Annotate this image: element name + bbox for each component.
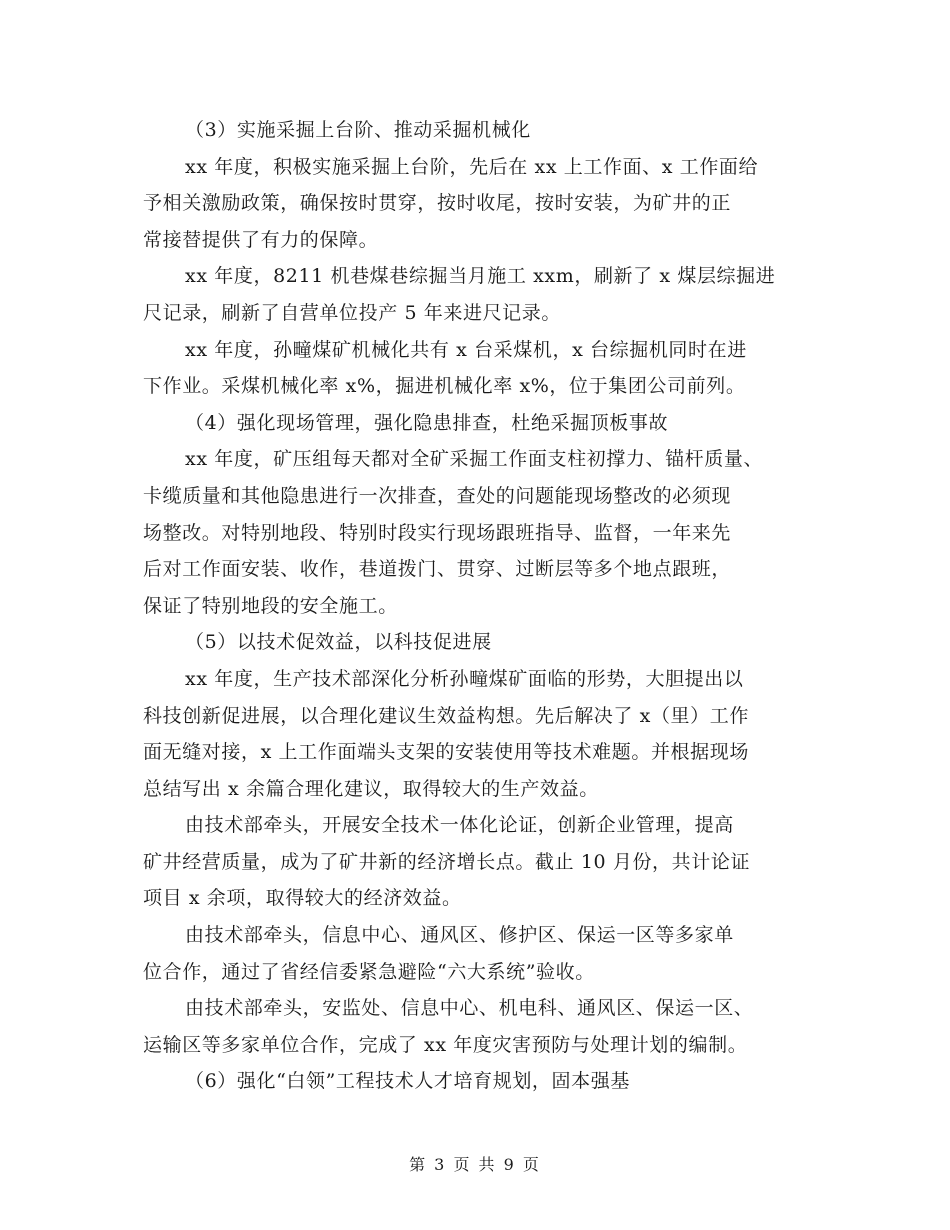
paragraph-line: 尺记录，刷新了自营单位投产 5 年来进尺记录。 <box>143 301 561 324</box>
paragraph-line: 后对工作面安装、收作，巷道拨门、贯穿、过断层等多个地点跟班， <box>143 558 732 581</box>
paragraph-line: 卡缆质量和其他隐患进行一次排查，查处的问题能现场整改的必须现 <box>143 484 732 507</box>
section-heading-5: （5）以技术促效益，以科技促进展 <box>185 631 492 654</box>
paragraph-line: xx 年度，矿压组每天都对全矿采掘工作面支柱初撑力、锚杆质量、 <box>185 448 764 471</box>
paragraph-line: 项目 x 余项，取得较大的经济效益。 <box>143 887 462 910</box>
paragraph-line: 矿井经营质量，成为了矿井新的经济增长点。截止 10 月份，共计论证 <box>143 850 751 873</box>
paragraph-line: xx 年度，生产技术部深化分析孙疃煤矿面临的形势，大胆提出以 <box>185 667 744 690</box>
page-number-footer: 第 3 页 共 9 页 <box>409 1155 541 1174</box>
section-heading-6: （6）强化“白领”工程技术人才培育规划，固本强基 <box>185 1070 630 1093</box>
paragraph-line: 下作业。采煤机械化率 x%，掘进机械化率 x%，位于集团公司前列。 <box>143 375 746 398</box>
paragraph-line: 场整改。对特别地段、特别时段实行现场跟班指导、监督，一年来先 <box>143 521 732 544</box>
paragraph-line: 常接替提供了有力的保障。 <box>143 228 379 251</box>
paragraph-line: 面无缝对接，x 上工作面端头支架的安装使用等技术难题。并根据现场 <box>143 741 749 764</box>
paragraph-line: 由技术部牵头，信息中心、通风区、修护区、保运一区等多家单 <box>185 924 734 947</box>
paragraph-line: 保证了特别地段的安全施工。 <box>143 594 398 617</box>
paragraph-line: 总结写出 x 余篇合理化建议，取得较大的生产效益。 <box>143 777 599 800</box>
paragraph-line: 由技术部牵头，安监处、信息中心、机电科、通风区、保运一区、 <box>185 997 754 1020</box>
section-heading-4: （4）强化现场管理，强化隐患排查，杜绝采掘顶板事故 <box>185 411 669 434</box>
document-body <box>143 112 815 1100</box>
paragraph-line: xx 年度，8211 机巷煤巷综掘当月施工 xxm，刷新了 x 煤层综掘进 <box>185 265 776 288</box>
paragraph-line: 运输区等多家单位合作，完成了 xx 年度灾害预防与处理计划的编制。 <box>143 1033 748 1056</box>
paragraph-line: 科技创新促进展，以合理化建议生效益构想。先后解决了 x（里）工作 <box>143 704 749 727</box>
paragraph-line: 位合作，通过了省经信委紧急避险“六大系统”验收。 <box>143 960 595 983</box>
paragraph-line: xx 年度，积极实施采掘上台阶，先后在 xx 上工作面、x 工作面给 <box>185 155 759 178</box>
section-heading-3: （3）实施采掘上台阶、推动采掘机械化 <box>185 119 531 141</box>
paragraph-line: xx 年度，孙疃煤矿机械化共有 x 台采煤机，x 台综掘机同时在进 <box>185 338 747 361</box>
paragraph-line: 予相关激励政策，确保按时贯穿，按时收尾，按时安装，为矿井的正 <box>143 192 732 215</box>
paragraph-line: 由技术部牵头，开展安全技术一体化论证，创新企业管理，提高 <box>185 814 734 837</box>
